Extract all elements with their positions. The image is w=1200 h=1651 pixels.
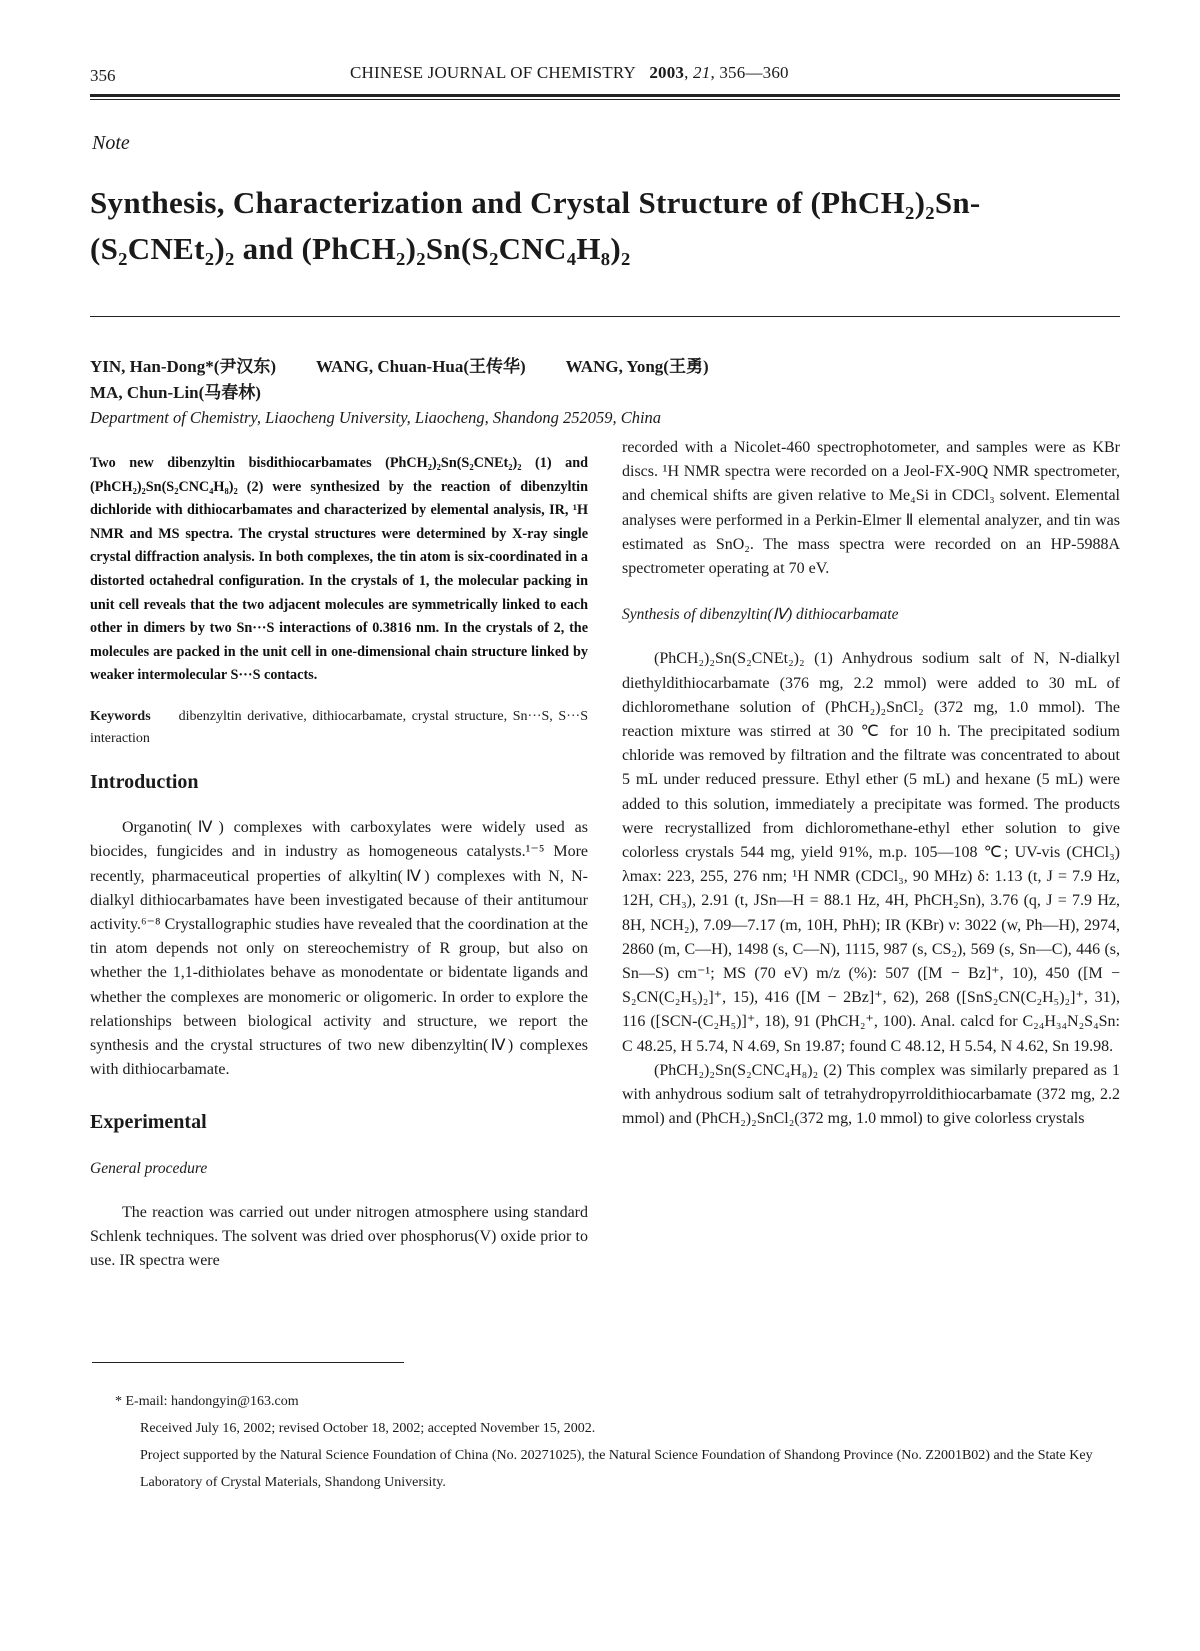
footnote-funding: Project supported by the Natural Science Foundation of China (No. 20271025), the Natural Science Foundation of Shandong Province (No. Z2001B02) and the State Key Laboratory of Crystal Materials, Shandong University. <box>140 1448 1093 1490</box>
footnote-email: * E-mail: handongyin@163.com <box>115 1394 299 1409</box>
author-wang-chuanhua: WANG, Chuan-Hua(王传华) <box>316 357 526 376</box>
synthesis-compound-2: (PhCH₂)₂Sn(S₂CNC₄H₈)₂ (2) This complex was similarly prepared as 1 with anhydrous sodium salt of tetrahydropyrroldithiocarbamate (372 mg, 2.2 mmol) and (PhCH₂)₂SnCl₂(372 mg, 1.0 mmol) to give colorless crystals <box>622 1061 1120 1128</box>
title-line-1: Synthesis, Characterization and Crystal Structure of (PhCH₂)₂Sn- <box>90 185 981 220</box>
footnote-rule <box>92 1362 404 1363</box>
journal-pages: 356—360 <box>719 63 789 82</box>
title-rule <box>90 316 1120 317</box>
introduction-heading: Introduction <box>90 770 199 793</box>
paper-title <box>90 180 1130 272</box>
author-list <box>90 354 745 406</box>
affiliation: Department of Chemistry, Liaocheng University, Liaocheng, Shandong 252059, China <box>90 408 662 427</box>
header-rule-thin <box>90 99 1120 100</box>
footnotes <box>115 1388 1125 1496</box>
keywords-label: Keywords <box>90 708 151 724</box>
author-yin: YIN, Han-Dong*(尹汉东) <box>90 357 277 376</box>
journal-volume: 21 <box>693 63 711 82</box>
general-procedure-text-cont: recorded with a Nicolet-460 spectrophotometer, and samples were as KBr discs. ¹H NMR spectra were recorded on a Jeol-FX-90Q NMR spectrometer, and chemical shifts are given relative to Me₄Si in CDCl₃ solvent. Elemental analyses were performed in a Perkin-Elmer Ⅱ elemental analyzer, and tin was estimated as SnO₂. The mass spectra were recorded on an HP-5988A spectrometer operating at 70 eV. <box>622 439 1120 578</box>
abstract: Two new dibenzyltin bisdithiocarbamates (PhCH₂)₂Sn(S₂CNEt₂)₂ (1) and (PhCH₂)₂Sn(S₂CNC₄H₈)₂ (2) were synthesized by the reaction of dibenzyltin dichloride with dithiocarbamates and characterized by elemental analysis, IR, ¹H NMR and MS spectra. The crystal structures were determined by X-ray single crystal diffraction analysis. In both complexes, the tin atom is six-coordinated in a distorted octahedral configuration. In the crystals of 1, the molecular packing in unit cell reveals that the two adjacent molecules are symmetrically linked to each other in dimers by two Sn···S interactions of 0.3816 nm. In the crystals of 2, the molecules are packed in the unit cell in one-dimensional chain structure linked by weaker intermolecular S···S contacts. <box>90 455 588 684</box>
header-rule <box>90 94 1120 97</box>
general-procedure-heading: General procedure <box>90 1159 208 1177</box>
introduction-text: Organotin(Ⅳ) complexes with carboxylates were widely used as biocides, fungicides and in industry as homogeneous catalysts.¹⁻⁵ More recently, pharmaceutical properties of alkyltin(Ⅳ) complexes with N, N-dialkyl dithiocarbamates have been investigated because of their antitumour activity.⁶⁻⁸ Crystallographic studies have revealed that the coordination at the tin atom depends not only on stereochemistry of R group, but also on whether the 1,1-dithiolates behave as monodentate or bidentate ligands and whether the complexes are monomeric or oligomeric. In order to explore the relationships between biological activity and structure, we report the synthesis and the crystal structures of two new dibenzyltin(Ⅳ) complexes with dithiocarbamate. <box>90 819 588 1079</box>
article-type: Note <box>92 132 130 154</box>
experimental-heading: Experimental <box>90 1111 207 1134</box>
synthesis-heading: Synthesis of dibenzyltin(Ⅳ) dithiocarbamate <box>622 606 899 624</box>
keywords-text: dibenzyltin derivative, dithiocarbamate, crystal structure, Sn···S, S···S interaction <box>90 708 588 746</box>
page-number: 356 <box>90 66 116 85</box>
title-line-2: (S₂CNEt₂)₂ and (PhCH₂)₂Sn(S₂CNC₄H₈)₂ <box>90 231 631 266</box>
author-ma: MA, Chun-Lin(马春林) <box>90 383 261 402</box>
keywords <box>90 706 588 750</box>
author-wang-yong: WANG, Yong(王勇) <box>565 357 709 376</box>
synthesis-compound-1: (PhCH₂)₂Sn(S₂CNEt₂)₂ (1) Anhydrous sodium salt of N, N-dialkyl diethyldithiocarbamate (376 mg, 2.2 mmol) were added to 30 mL of dichloromethane solution of (PhCH₂)₂SnCl₂ (372 mg, 1.0 mmol). The reaction mixture was stirred at 30 ℃ for 10 h. The precipitated sodium chloride was removed by filtration and the filtrate was concentrated to about 5 mL under reduced pressure. Ethyl ether (5 mL) and hexane (5 mL) were added to this solution, immediately a precipitate was formed. The products were recrystallized from dichloromethane-ethyl ether solution to give colorless crystals 544 mg, yield 91%, m.p. 105—108 ℃; UV-vis (CHCl₃) λmax: 223, 255, 276 nm; ¹H NMR (CDCl₃, 90 MHz) δ: 1.13 (t, J = 7.9 Hz, 12H, CH₃), 2.91 (t, JSn—H = 88.1 Hz, 4H, PhCH₂Sn), 3.76 (q, J = 7.9 Hz, 8H, NCH₂), 7.09—7.17 (m, 10H, PhH); IR (KBr) ν: 3022 (w, Ph—H), 2974, 2860 (m, C—H), 1498 (s, C—N), 1115, 987 (s, CS₂), 569 (s, Sn—C), 446 (s, Sn—S) cm⁻¹; MS (70 eV) m/z (%): 507 ([M − Bz]⁺, 10), 450 ([M − S₂CN(C₂H₅)₂]⁺, 15), 416 ([M − 2Bz]⁺, 62), 268 ([SnS₂CN(C₂H₅)₂]⁺, 31), 116 ([SCN-(C₂H₅)]⁺, 18), 91 (PhCH₂⁺, 100). Anal. calcd for C₂₄H₃₄N₂S₄Sn: C 48.25, H 5.74, N 4.69, Sn 19.87; found C 48.12, H 5.54, N 4.62, Sn 19.98. <box>622 650 1121 1055</box>
right-column <box>622 436 1120 1131</box>
journal-year: 2003 <box>649 63 685 82</box>
left-column <box>90 452 588 1273</box>
footnote-received: Received July 16, 2002; revised October 18, 2002; accepted November 15, 2002. <box>140 1421 596 1436</box>
running-header: CHINESE JOURNAL OF CHEMISTRY 2003, 21, 356—360 <box>350 63 789 82</box>
journal-name: CHINESE JOURNAL OF CHEMISTRY <box>350 63 636 82</box>
general-procedure-text: The reaction was carried out under nitrogen atmosphere using standard Schlenk techniques. The solvent was dried over phosphorus(V) oxide prior to use. IR spectra were <box>90 1203 588 1270</box>
